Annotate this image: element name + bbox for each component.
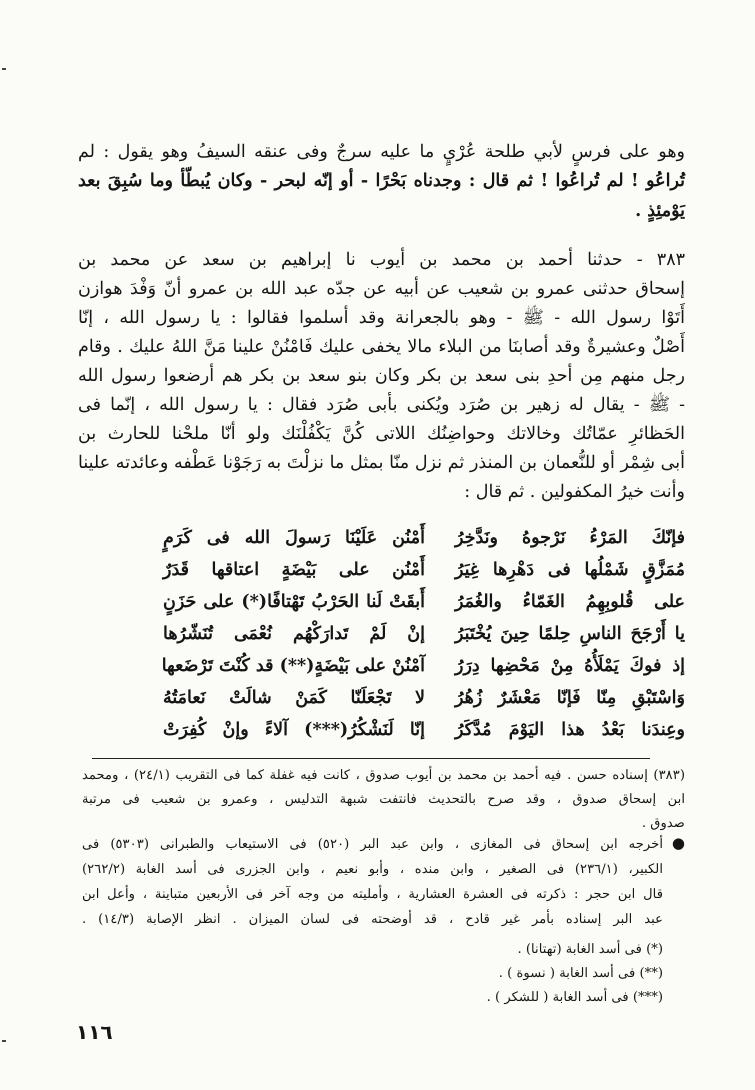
footnote-line-2: ابن إسحاق صدوق ، وقد صرح بالتحديث فانتفت شبهة التدليس ، وعمرو بن شعيب فى مرتبة (82, 792, 685, 807)
verse-5-second-hemistich: إذ فوكَ يَمْلَأُهُ مِنْ مَحْضِها دِرَرُ (455, 656, 685, 676)
hadith-line-1: ٣٨٣ - حدثنا أحمد بن محمد بن أيوب نا إبراهيم بن سعد عن محمد بن (78, 250, 685, 270)
intro-line-1: وهو على فرسٍ لأبي طلحة عُرْيٍ ما عليه سرجٌ وفى عنقه السيفُ وهو يقول : لم (78, 142, 685, 162)
footnote-bullet: ● (671, 834, 685, 852)
variant-note-1: (*) فى أسد الغابة (تهتانا) . (517, 942, 663, 957)
verse-4-second-hemistich: يا أَرْجَحَ الناسِ حِلمًا حِينَ يُخْتَبَرُ (455, 624, 685, 644)
verse-2-second-hemistich: مُمَزَّقٍ شَمْلُها فى دَهْرِها غِيَرُ (455, 560, 685, 580)
verse-7-first-hemistich: إنّا لَنَشْكُرُ(***) آلاءً وإنْ كُفِرَتْ (163, 720, 425, 740)
footnote-line-4: أخرجه ابن إسحاق فى المغازى ، وابن عبد البر (٥٢٠) فى الاستيعاب والطبرانى (٥٣٠٣) فى (82, 837, 663, 852)
scan-speck (2, 1040, 6, 1042)
footnote-line-6: قال ابن حجر : ذكرته فى العشرة العشارية ، وأمليته من وجه آخر فى الأربعين متباينة ، وأعل ابن (82, 887, 663, 902)
intro-line-2: تُراعُو ! لم تُراعُوا ! ثم قال : وجدناه بَحْرًا - أو إنّه لبحر - وكان يُبطّأ وما سُبِقَ بعد (78, 171, 685, 191)
hadith-line-5: رجل منهم مِن أحدِ بنى سعد بن بكر وكان بنو سعد بن بكر هم أرضعوا رسول الله (78, 366, 685, 386)
variant-note-3: (***) فى أسد الغابة ( للشكر ) . (486, 990, 663, 1005)
footnote-separator (92, 758, 650, 759)
footnote-line-7: عبد البر إسناده بأمر غير قادح ، قد أوضحته فى لسان الميزان . انظر الإصابة (١٤/٣) . (82, 912, 664, 927)
verse-6-first-hemistich: لا تَجْعَلَنّا كَمَنْ شالَتْ نَعامَتُهُ (163, 688, 425, 708)
verse-3-second-hemistich: على قُلوبِهِمُ الغَمّاءُ والغُمَرُ (455, 592, 685, 612)
verse-3-first-hemistich: أَبقَتْ لَنا الحَرْبُ تَهْتافًا(*) على حَزَنٍ (163, 592, 425, 612)
verse-5-first-hemistich: آمْنُنْ على بَيْضَةٍ(**) قد كُنْتَ تَرْضَعها (161, 656, 425, 676)
hadith-line-3: أَتَوْا رسول الله - ﷺ - وهو بالجعرانة وقد أسلموا فقالوا : يا رسول الله ، إنّا (78, 308, 685, 328)
hadith-line-7: الحَظائرِ عمّاتُك وخالاتك وحواضِنُك اللاتى كُنَّ يَكْفُلْنَك ولو أنّا ملحْنا للحارث بن (78, 424, 685, 444)
hadith-line-6: - ﷺ - يقال له زهير بن صُرَد ويُكنى بأبى صُرَد فقال : يا رسول الله ، إنّما فى (78, 395, 685, 415)
verse-6-second-hemistich: وَاسْتَبْقِ مِنّا فَإنّا مَعْشَرٌ زُهُرُ (455, 688, 685, 708)
verse-4-first-hemistich: إنْ لَمْ تَدارَكْهُم نُعْمَى تُنَشّرُها (163, 624, 425, 644)
footnote-line-3: صدوق . (641, 816, 685, 831)
hadith-line-2: إسحاق حدثنى عمرو بن شعيب عن أبيه عن جدّه عبد الله بن عمرو أنّ وَفْدَ هوازن (78, 279, 685, 299)
hadith-line-8: أبى شِمْر أو للنُّعمان بن المنذر ثم نزل منّا بمثل ما نزلْتَ به رَجَوْنا عَطْفه وعائدته علينا (78, 453, 685, 473)
variant-note-2: (**) فى أسد الغابة ( نسوة ) . (498, 966, 663, 981)
verse-1-first-hemistich: أَمْنُن عَلَيْنَا رَسولَ الله فى كَرَمٍ (163, 528, 425, 548)
intro-line-3: يَوْمئِذٍ . (635, 201, 685, 221)
hadith-line-4: أَصْلٌ وعشيرةٌ وقد أصابنَا من البلاء مالا يخفى عليك فَامْنُنْ علينا مَنَّ اللهُ عليك . وقام (78, 337, 685, 357)
hadith-line-9: وأنت خيرُ المكفولين . ثم قال : (464, 482, 685, 502)
footnote-line-5: الكبير، (٢٣٦/١) فى الصغير ، وابن منده ، وأبو نعيم ، وابن الجزرى فى أسد الغابة (٢٦٢/٢) (82, 862, 663, 877)
verse-7-second-hemistich: وعِندَنا بَعْدُ هذا اليَوْمَ مُدَّكَرُ (455, 720, 685, 740)
verse-2-first-hemistich: أَمْنُن على بَيْضَةٍ اعتاقها قَدَرٌ (163, 560, 425, 580)
verse-1-second-hemistich: فإنّكَ المَرْءُ نَرْجوهُ ونَدَّخِرُ (455, 528, 685, 548)
scan-speck (2, 68, 6, 70)
footnote-line-1: (٣٨٣) إسناده حسن . فيه أحمد بن محمد بن أيوب صدوق ، كانت فيه غفلة كما فى التقريب (٢٤/١) ، ومحمد (82, 768, 685, 783)
page-number: ١١٦ (76, 1020, 113, 1044)
